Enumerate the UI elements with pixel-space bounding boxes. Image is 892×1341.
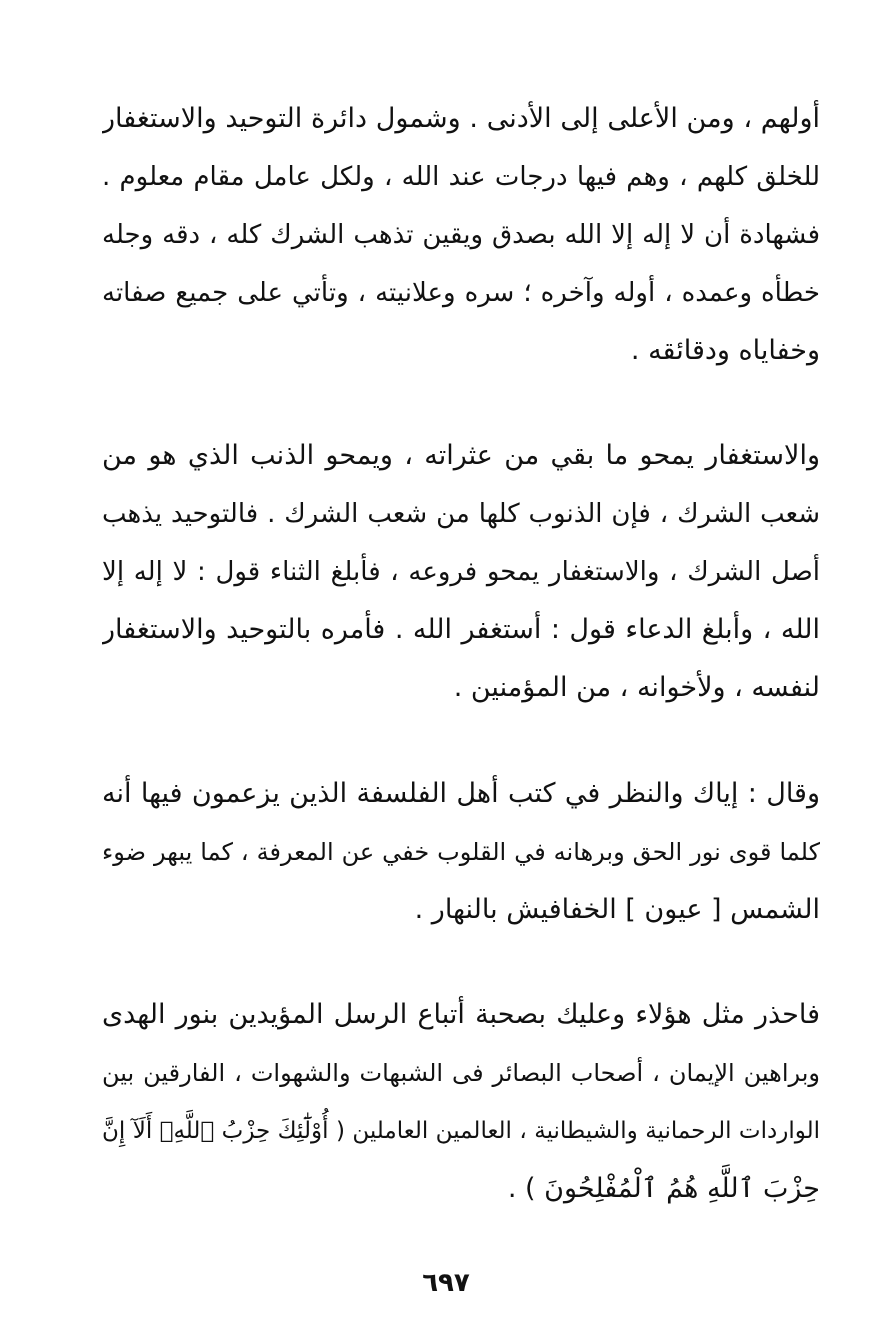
page-number: ٦٩٧: [422, 1268, 470, 1298]
text-line: وبراهين الإيمان ، أصحاب البصائر فى الشبهات والشهوات ، الفارقين بين: [102, 1059, 820, 1087]
text-line: الله ، وأبلغ الدعاء قول : أستغفر الله . فأمره بالتوحيد والاستغفار: [102, 614, 820, 645]
text-line: شعب الشرك ، فإن الذنوب كلها من شعب الشرك . فالتوحيد يذهب: [102, 499, 820, 529]
paragraph-3: [102, 765, 820, 939]
text-line: لنفسه ، ولأخوانه ، من المؤمنين .: [453, 672, 820, 703]
text-line: والاستغفار يمحو ما بقي من عثراته ، ويمحو الذنب الذي هو من: [102, 440, 820, 471]
text-line: كلما قوى نور الحق وبرهانه في القلوب خفي عن المعرفة ، كما يبهر ضوء: [102, 838, 820, 866]
text-line: الشمس [ عيون ] الخفافيش بالنهار .: [414, 894, 820, 925]
text-line: للخلق كلهم ، وهم فيها درجات عند الله ، ولكل عامل مقام معلوم .: [102, 162, 820, 192]
text-line: أصل الشرك ، والاستغفار يمحو فروعه ، فأبلغ الثناء قول : لا إله إلا: [102, 557, 820, 587]
text-line: وقال : إياك والنظر في كتب أهل الفلسفة الذين يزعمون فيها أنه: [102, 778, 820, 809]
text-line: حِزْبَ ٱللَّهِ هُمُ ٱلْمُفْلِحُونَ ) .: [507, 1173, 820, 1204]
text-line: الواردات الرحمانية والشيطانية ، العالمين العاملين ( أُوْلَٰٓئِكَ حِزْبُ ٱللَّهِۚ أَلَآ إِنَّ: [102, 1118, 820, 1144]
paragraph-4: [102, 986, 820, 1218]
text-line: وخفاياه ودقائقه .: [630, 335, 820, 366]
text-line: خطأه وعمده ، أوله وآخره ؛ سره وعلانيته ، وتأتي على جميع صفاته: [102, 278, 820, 308]
paragraph-1: [102, 90, 820, 380]
text-line: فشهادة أن لا إله إلا الله بصدق ويقين تذهب الشرك كله ، دقه وجله: [102, 220, 820, 250]
text-line: أولهم ، ومن الأعلى إلى الأدنى . وشمول دائرة التوحيد والاستغفار: [102, 103, 820, 134]
text-line: فاحذر مثل هؤلاء وعليك بصحبة أتباع الرسل المؤيدين بنور الهدى: [102, 999, 820, 1030]
paragraph-2: [102, 427, 820, 717]
